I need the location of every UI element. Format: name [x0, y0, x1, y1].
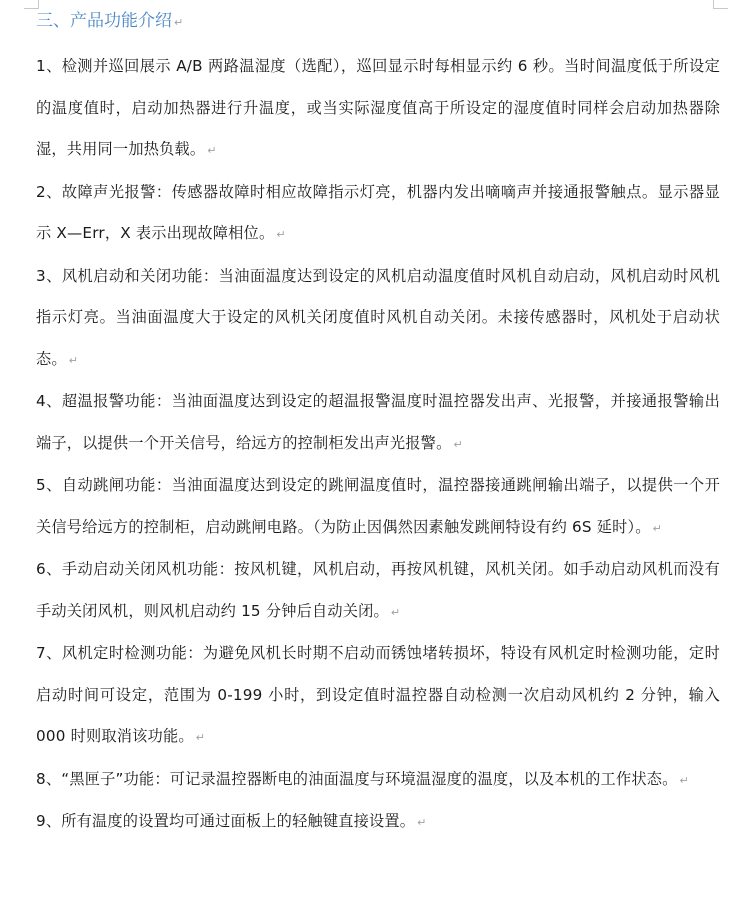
feature-paragraph-5-text: 5、自动跳闸功能：当油面温度达到设定的跳闸温度值时，温控器接通跳闸输出端子，以提供一个开关信号给远方的控制柜，启动跳闸电路。（为防止因偶然因素触发跳闸特设有约 6S 延时）。 [36, 476, 720, 536]
paragraph-mark-icon: ↵ [390, 605, 401, 619]
feature-paragraph-6 [36, 549, 720, 633]
feature-paragraph-7 [36, 633, 720, 759]
feature-paragraph-4-text: 4、超温报警功能：当油面温度达到设定的超温报警温度时温控器发出声、光报警，并接通报警输出端子，以提供一个开关信号，给远方的控制柜发出声光报警。 [36, 392, 720, 452]
paragraph-mark-icon: ↵ [417, 816, 427, 829]
feature-paragraph-8-text: 8、“黑匣子”功能：可记录温控器断电的油面温度与环境温湿度的温度，以及本机的工作状态。 [36, 769, 678, 788]
feature-paragraph-5 [36, 465, 720, 549]
feature-paragraph-2 [36, 172, 720, 256]
feature-paragraph-7-text: 7、风机定时检测功能：为避免风机长时期不启动而锈蚀堵转损坏，特设有风机定时检测功能，定时启动时间可设定，范围为 0-199 小时，到设定值时温控器自动检测一次启动风机约 2 分钟，输入 000 时则取消该功能。 [36, 644, 720, 745]
section-heading-text: 三、产品功能介绍 [36, 11, 172, 31]
paragraph-mark-icon: ↵ [679, 773, 689, 787]
feature-paragraph-4 [36, 381, 720, 465]
document-body [36, 6, 720, 844]
feature-paragraph-3-text: 3、风机启动和关闭功能：当油面温度达到设定的风机启动温度值时风机自动启动，风机启动时风机指示灯亮。当油面温度大于设定的风机关闭度值时风机自动关闭。未接传感器时，风机处于启动状态。 [36, 266, 720, 368]
feature-paragraph-2-text: 2、故障声光报警：传感器故障时相应故障指示灯亮，机器内发出嘀嘀声并接通报警触点。显示器显示 X—Err，X 表示出现故障相位。 [36, 182, 720, 242]
section-heading [36, 6, 720, 36]
paragraph-mark-icon: ↵ [652, 521, 663, 535]
feature-paragraph-1 [36, 46, 720, 172]
paragraph-mark-icon: ↵ [174, 16, 184, 29]
feature-paragraph-3 [36, 256, 720, 382]
feature-paragraph-8 [36, 759, 720, 802]
feature-paragraph-9 [36, 801, 720, 844]
feature-paragraph-6-text: 6、手动启动关闭风机功能：按风机键，风机启动，再按风机键，风机关闭。如手动启动风机而没有手动关闭风机，则风机启动约 15 分钟后自动关闭。 [36, 560, 720, 620]
paragraph-mark-icon: ↵ [276, 228, 286, 241]
paragraph-mark-icon: ↵ [453, 437, 463, 451]
feature-paragraph-1-text: 1、检测并巡回展示 A/B 两路温湿度（选配），巡回显示时每相显示约 6 秒。当时间温度低于所设定的温度值时，启动加热器进行升温度，或当实际湿度值高于所设定的湿度值时同样会启动加热器除湿，共用同一加热负载。 [36, 57, 720, 158]
paragraph-mark-icon: ↵ [207, 144, 217, 157]
paragraph-mark-icon: ↵ [68, 353, 79, 367]
paragraph-mark-icon: ↵ [195, 731, 206, 744]
feature-paragraph-9-text: 9、所有温度的设置均可通过面板上的轻触键直接设置。 [36, 812, 416, 830]
